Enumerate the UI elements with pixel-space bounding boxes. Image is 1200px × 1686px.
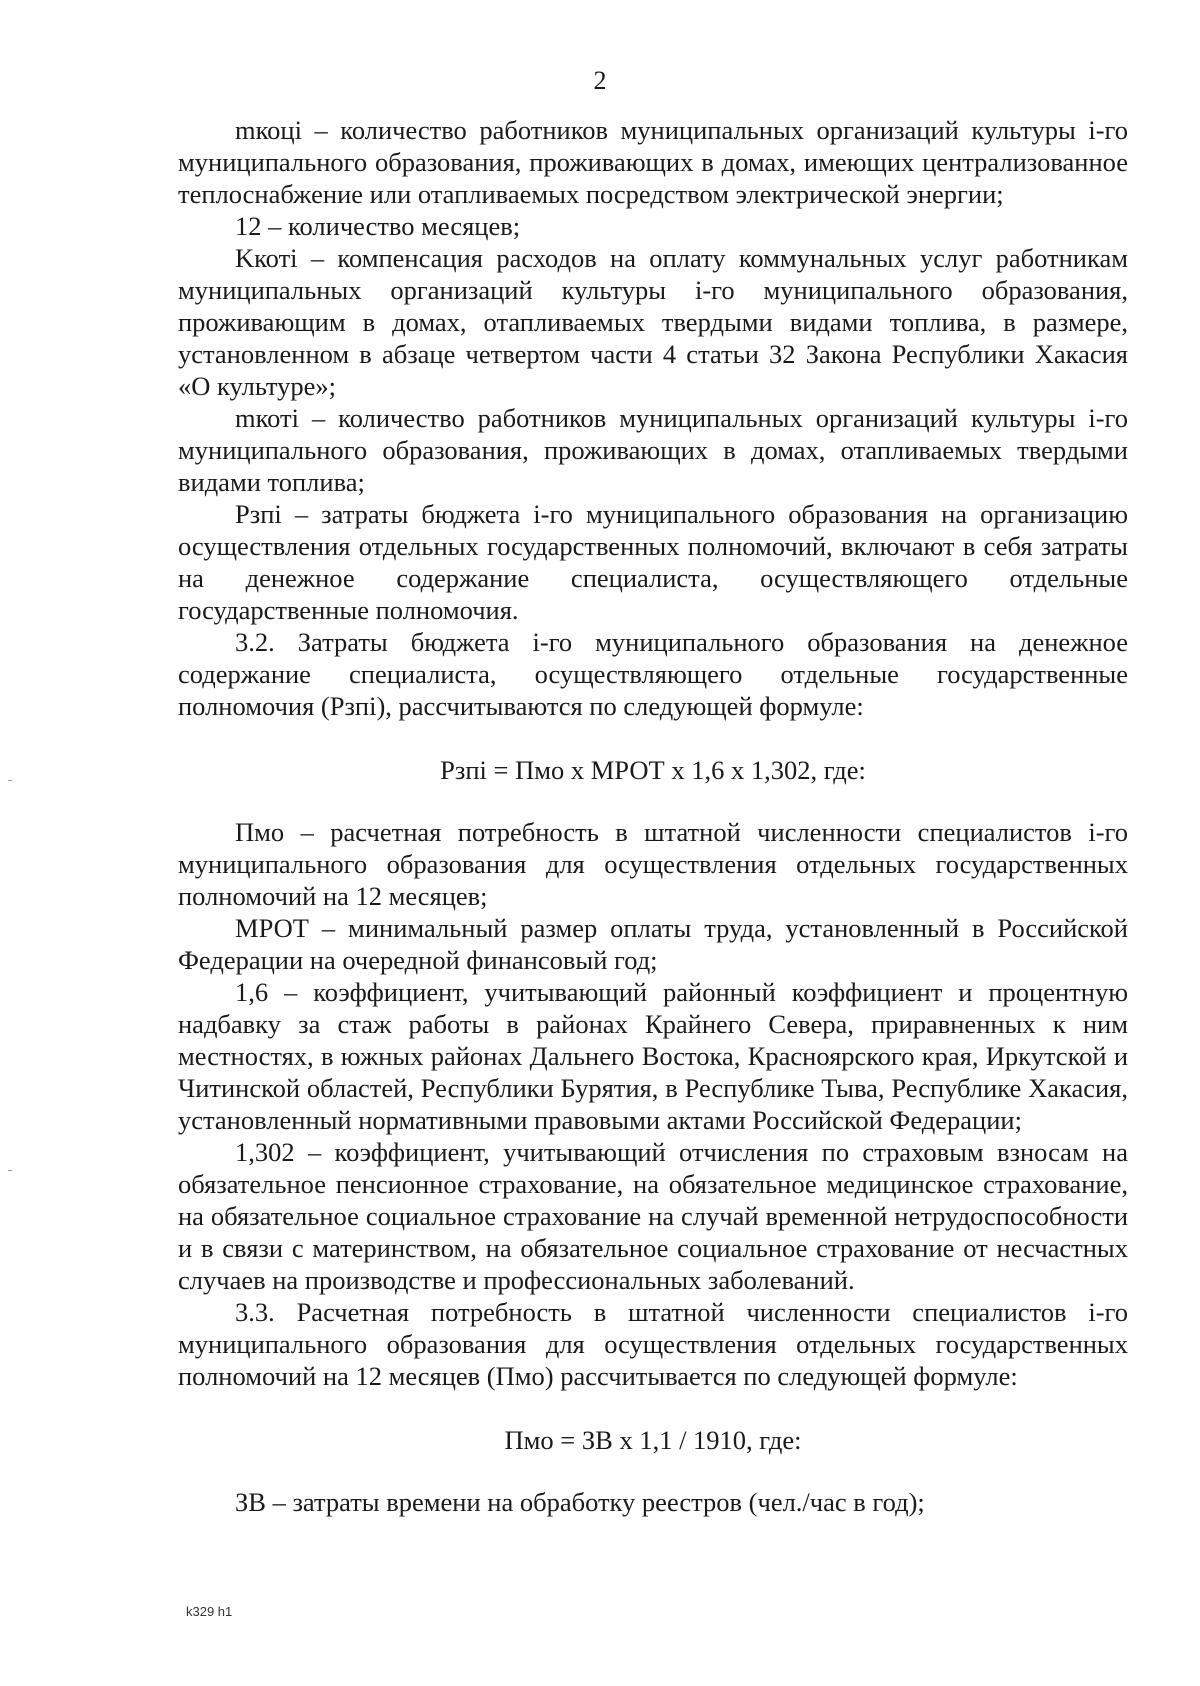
scan-edge-mark xyxy=(8,1170,12,1171)
formula-rzpi: Рзпі = Пмо х МРОТ х 1,6 х 1,302, где: xyxy=(440,755,866,785)
paragraph-mkoti: mкоті – количество работников муниципальных организаций культуры i-го муниципального образования, проживающих в домах, отапливаемых твердыми видами топлива; xyxy=(178,403,1128,497)
paragraph-mkoci: mкоцi – количество работников муниципальных организаций культуры i-го муниципального образования, проживающих в домах, имеющих централизованное теплоснабжение или отапливаемых посредством электрической энергии; xyxy=(178,115,1128,209)
document-body xyxy=(178,114,1128,1518)
paragraph-3-2: 3.2. Затраты бюджета i-го муниципального образования на денежное содержание специалиста, осуществляющего отдельные государственные полномочия (Рзпі), рассчитываются по следующей формуле: xyxy=(178,627,1128,721)
paragraph-zv: ЗВ – затраты времени на обработку реестров (чел./час в год); xyxy=(235,1487,925,1517)
paragraph-pmo: Пмо – расчетная потребность в штатной численности специалистов i-го муниципального образования для осуществления отдельных государственных полномочий на 12 месяцев; xyxy=(178,817,1128,911)
paragraph-coef-1-6: 1,6 – коэффициент, учитывающий районный коэффициент и процентную надбавку за стаж работы в районах Крайнего Севера, приравненных к ним местностях, в южных районах Дальнего Востока, Красноярского края, Иркутской и Читинской областей, Республики Бурятия, в Республике Тыва, Республике Хакасия, установленный нормативными правовыми актами Российской Федерации; xyxy=(178,977,1128,1135)
footer-code: k329 h1 xyxy=(186,1604,233,1619)
paragraph-months: 12 – количество месяцев; xyxy=(235,211,521,241)
page-number: 2 xyxy=(593,66,607,95)
scan-edge-mark xyxy=(8,780,12,781)
paragraph-rzpi: Рзпі – затраты бюджета i-го муниципального образования на организацию осуществления отдельных государственных полномочий, включают в себя затраты на денежное содержание специалиста, осуществляющего отдельные государственные полномочия. xyxy=(178,499,1128,625)
paragraph-kkoti: Kкоті – компенсация расходов на оплату коммунальных услуг работникам муниципальных организаций культуры i-го муниципального образования, проживающим в домах, отапливаемых твердыми видами топлива, в размере, установленном в абзаце четвертом части 4 статьи 32 Закона Республики Хакасия «О культуре»; xyxy=(178,243,1128,401)
formula-pmo: Пмо = ЗВ х 1,1 / 1910, где: xyxy=(504,1425,802,1455)
paragraph-3-3: 3.3. Расчетная потребность в штатной численности специалистов i-го муниципального образования для осуществления отдельных государственных полномочий на 12 месяцев (Пмо) рассчитывается по следующей формуле: xyxy=(178,1297,1128,1391)
paragraph-coef-1-302: 1,302 – коэффициент, учитывающий отчисления по страховым взносам на обязательное пенсионное страхование, на обязательное медицинское страхование, на обязательное социальное страхование на случай временной нетрудоспособности и в связи с материнством, на обязательное социальное страхование от несчастных случаев на производстве и профессиональных заболеваний. xyxy=(178,1137,1128,1295)
paragraph-mrot: МРОТ – минимальный размер оплаты труда, установленный в Российской Федерации на очередной финансовый год; xyxy=(178,913,1128,975)
